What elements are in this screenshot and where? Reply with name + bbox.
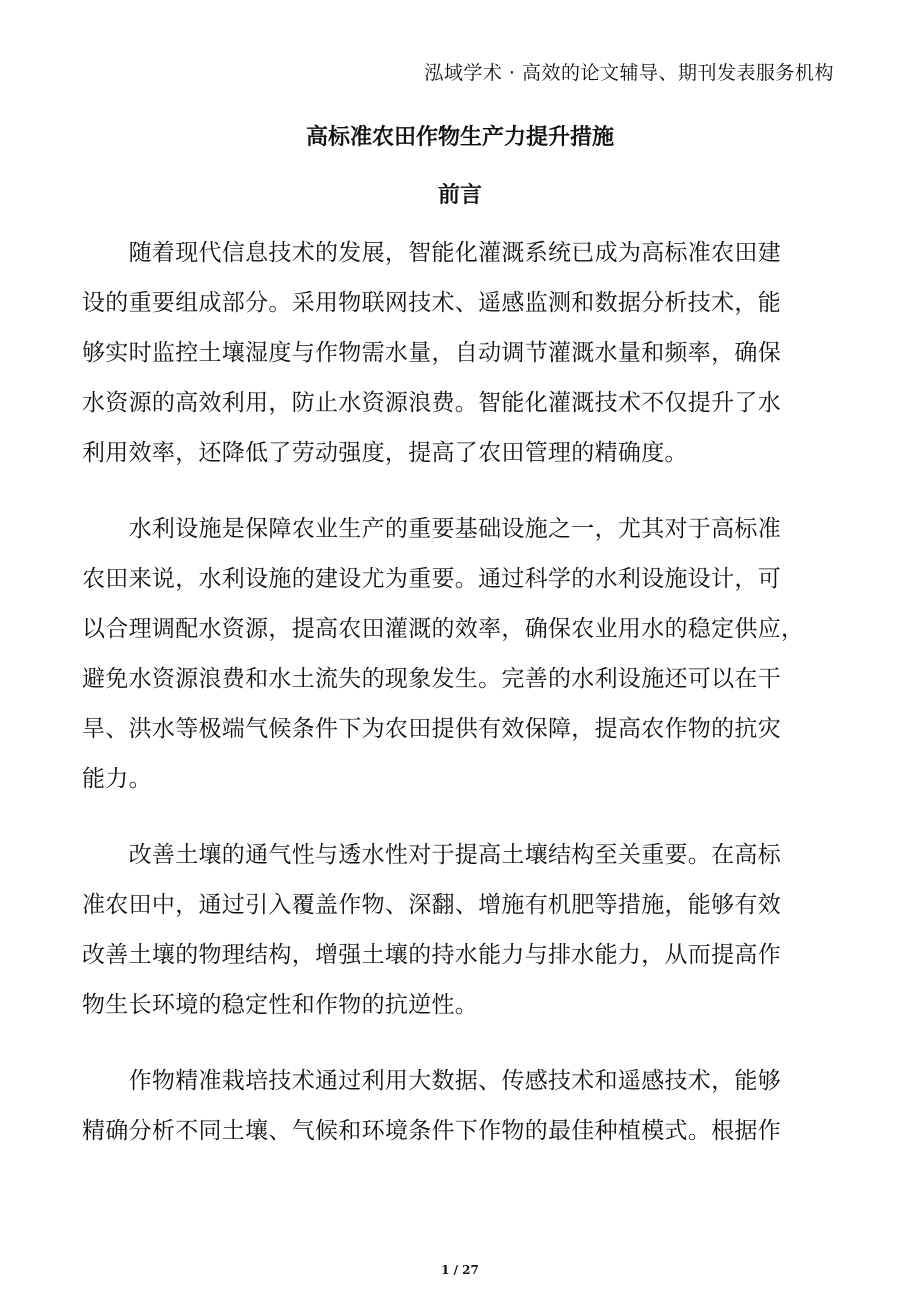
text-line: 能力。 bbox=[82, 766, 152, 792]
paragraph-3 bbox=[82, 830, 842, 1030]
text-line: 作物精准栽培技术通过利用大数据、传感技术和遥感技术，能够 bbox=[82, 1068, 781, 1094]
page-number: 1 / 27 bbox=[441, 1263, 479, 1277]
text-line: 随着现代信息技术的发展，智能化灌溉系统已成为高标准农田建 bbox=[82, 240, 781, 266]
paragraph-2 bbox=[82, 504, 842, 804]
text-line: 准农田中，通过引入覆盖作物、深翻、增施有机肥等措施，能够有效 bbox=[82, 892, 781, 918]
text-line: 避免水资源浪费和水土流失的现象发生。完善的水利设施还可以在干 bbox=[82, 666, 781, 692]
text-line: 精确分析不同土壤、气候和环境条件下作物的最佳种植模式。根据作 bbox=[82, 1118, 781, 1144]
text-line: 农田来说，水利设施的建设尤为重要。通过科学的水利设施设计，可 bbox=[82, 566, 781, 592]
text-line: 改善土壤的物理结构，增强土壤的持水能力与排水能力，从而提高作 bbox=[82, 942, 781, 968]
text-line: 水资源的高效利用，防止水资源浪费。智能化灌溉技术不仅提升了水 bbox=[82, 390, 781, 416]
section-heading: 前言 bbox=[437, 183, 482, 208]
paragraph-4 bbox=[82, 1056, 842, 1156]
text-line: 旱、洪水等极端气候条件下为农田提供有效保障，提高农作物的抗灾 bbox=[82, 716, 781, 742]
text-line: 设的重要组成部分。采用物联网技术、遥感监测和数据分析技术，能 bbox=[82, 290, 781, 316]
text-line: 够实时监控土壤湿度与作物需水量，自动调节灌溉水量和频率，确保 bbox=[82, 340, 781, 366]
text-line: 以合理调配水资源，提高农田灌溉的效率，确保农业用水的稳定供应， bbox=[82, 616, 805, 642]
paragraph-1 bbox=[82, 228, 842, 478]
document-title: 高标准农田作物生产力提升措施 bbox=[305, 125, 614, 150]
text-line: 利用效率，还降低了劳动强度，提高了农田管理的精确度。 bbox=[82, 440, 688, 466]
page-header: 泓域学术 · 高效的论文辅导、期刊发表服务机构 bbox=[424, 62, 834, 84]
text-line: 物生长环境的稳定性和作物的抗逆性。 bbox=[82, 992, 479, 1018]
document-body bbox=[82, 228, 842, 1182]
text-line: 水利设施是保障农业生产的重要基础设施之一，尤其对于高标准 bbox=[82, 516, 781, 542]
text-line: 改善土壤的通气性与透水性对于提高土壤结构至关重要。在高标 bbox=[82, 842, 781, 868]
